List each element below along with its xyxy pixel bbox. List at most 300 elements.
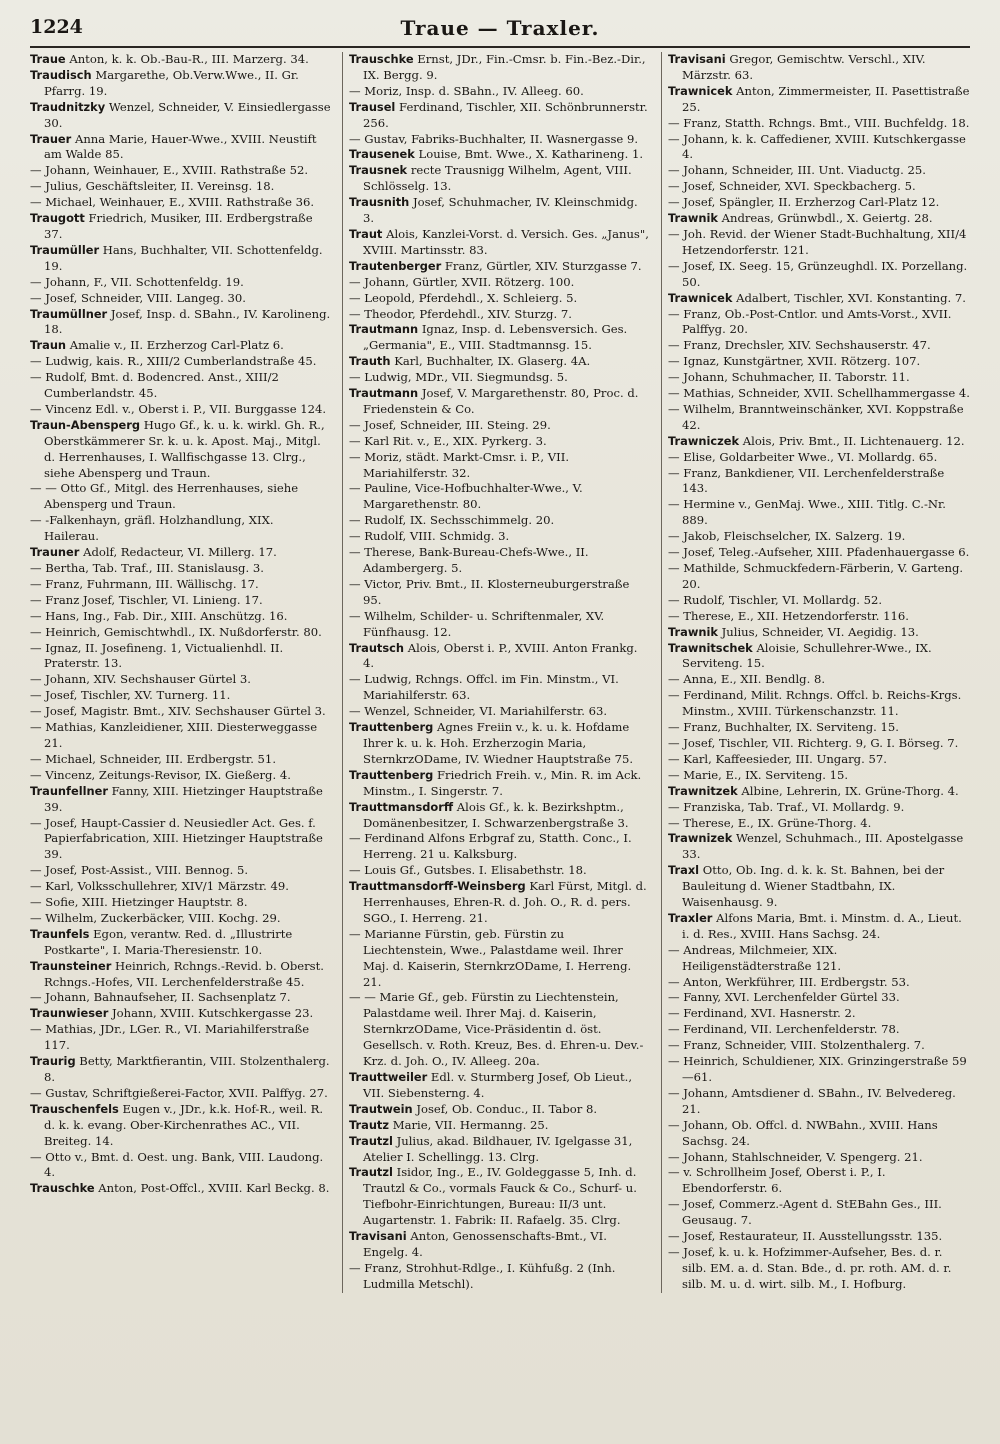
- entry-text: — — Otto Gf., Mitgl. des Herrenhauses, siehe Abensperg und Traun.: [30, 481, 299, 512]
- directory-entry: [668, 227, 970, 259]
- entry-text: — Heinrich, Gemischtwhdl., IX. Nußdorferstr. 80.: [30, 624, 322, 639]
- directory-entry: [349, 1165, 651, 1229]
- entry-text: — Franz Josef, Tischler, VI. Linieng. 17.: [30, 592, 263, 607]
- entry-text: — Marianne Fürstin, geb. Fürstin zu Liechtenstein, Wwe., Palastdame weil. Ihrer Maj. d. Kaiserin, SternkrzODame, I. Herreng. 21.: [349, 926, 632, 989]
- entry-text: Ferdinand, Tischler, XII. Schönbrunnerstr. 256.: [363, 99, 648, 130]
- entry-surname: Trawnizek: [668, 831, 733, 846]
- directory-entry: [30, 275, 332, 291]
- directory-entry: [30, 1006, 332, 1022]
- directory-entry: [30, 609, 332, 625]
- entry-surname: Trauttmansdorff-Weinsberg: [349, 879, 526, 894]
- entry-text: — Mathias, Kanzleidiener, XIII. Diesterweggasse 21.: [30, 720, 318, 750]
- directory-entry: [30, 545, 332, 561]
- directory-entry: [668, 1054, 970, 1086]
- directory-entry: [30, 688, 332, 704]
- directory-entry: [30, 195, 332, 211]
- directory-entry: [349, 386, 651, 418]
- directory-entry: [30, 927, 332, 959]
- entry-text: — Josef, Schneider, III. Steing. 29.: [349, 417, 551, 432]
- entry-text: — Victor, Priv. Bmt., II. Klosterneuburgerstraße 95.: [349, 576, 630, 607]
- directory-entry: [349, 354, 651, 370]
- directory-entry: [349, 831, 651, 863]
- directory-entry: [668, 1118, 970, 1150]
- directory-entry: [349, 195, 651, 227]
- directory-entry: [349, 1070, 651, 1102]
- entry-text: Adalbert, Tischler, XVI. Konstanting. 7.: [736, 290, 966, 305]
- entry-text: — Bertha, Tab. Traf., III. Stanislausg. 3.: [30, 561, 264, 575]
- entry-text: Hugo Gf., k. u. k. wirkl. Gh. R., Oberstkämmerer Sr. k. u. k. Apost. Maj., Mitgl. d. Herrenhauses, I. Wallfischgasse 13. Clrg., siehe Abensperg und Traun.: [44, 417, 325, 480]
- entry-text: — Rudolf, Bmt. d. Bodencred. Anst., XIII/2 Cumberlandstr. 45.: [30, 370, 279, 401]
- directory-entry: [349, 259, 651, 275]
- directory-entry: [668, 132, 970, 164]
- entry-text: Edl. v. Sturmberg Josef, Ob Lieut., VII. Siebensterng. 4.: [363, 1070, 633, 1100]
- entry-text: Gregor, Gemischtw. Verschl., XIV. Märzstr. 63.: [682, 52, 926, 82]
- entry-text: Marie, VII. Hermanng. 25.: [392, 1117, 549, 1132]
- entry-surname: Trausenek: [349, 147, 415, 162]
- directory-entry: [668, 784, 970, 800]
- entry-text: — Anna, E., XII. Bendlg. 8.: [668, 672, 826, 687]
- entry-text: Wenzel, Schuhmach., III. Apostelgasse 33.: [682, 831, 964, 862]
- entry-text: — Ignaz, II. Josefineng. 1, Victualienhdl. II. Praterstr. 13.: [30, 640, 284, 671]
- entry-text: — Josef, Haupt-Cassier d. Neusiedler Act. Ges. f. Papierfabrication, XIII. Hietzinger Hauptstraße 39.: [30, 815, 323, 862]
- entry-text: Egon, verantw. Red. d. „Illustrirte Postkarte", I. Maria-Theresienstr. 10.: [44, 926, 293, 957]
- directory-entry: [30, 625, 332, 641]
- entry-surname: Trausnith: [349, 195, 410, 210]
- entry-text: Friedrich, Musiker, III. Erdbergstraße 37.: [44, 211, 313, 241]
- directory-entry: [668, 816, 970, 832]
- directory-entry: [349, 418, 651, 434]
- directory-entry: [668, 402, 970, 434]
- entry-text: Ernst, JDr., Fin.-Cmsr. b. Fin.-Bez.-Dir., IX. Bergg. 9.: [363, 52, 646, 82]
- entry-text: — Wilhelm, Schilder- u. Schriftenmaler, XV. Fünfhausg. 12.: [349, 608, 605, 639]
- entry-text: Anton, Genossenschafts-Bmt., VI. Engelg. 4.: [363, 1229, 607, 1259]
- entry-text: Margarethe, Ob.Verw.Wwe., II. Gr. Pfarrg. 19.: [44, 67, 299, 98]
- directory-entry: [30, 402, 332, 418]
- entry-surname: Traudnitzky: [30, 99, 106, 114]
- directory-entry: [30, 132, 332, 164]
- directory-entry: [668, 1022, 970, 1038]
- entry-text: — Josef, Tischler, XV. Turnerg. 11.: [30, 688, 231, 703]
- entry-surname: Trawnik: [668, 624, 718, 639]
- directory-entry: [30, 641, 332, 673]
- directory-entry: [30, 1054, 332, 1086]
- entry-text: — Ludwig, kais. R., XIII/2 Cumberlandstraße 45.: [30, 354, 317, 369]
- directory-entry: [668, 466, 970, 498]
- directory-entry: [30, 911, 332, 927]
- directory-entry: [30, 100, 332, 132]
- entry-text: Alois Gf., k. k. Bezirkshptm., Domänenbesitzer, I. Schwarzenbergstraße 3.: [363, 799, 629, 830]
- entry-text: — Therese, E., XII. Hetzendorferstr. 116.: [668, 608, 909, 623]
- entry-text: Josef, Insp. d. SBahn., IV. Karolineng. 18.: [44, 306, 331, 337]
- entry-surname: Trausnek: [349, 163, 408, 178]
- entry-surname: Trautwein: [349, 1101, 413, 1116]
- directory-entry: [349, 545, 651, 577]
- entry-text: — Sofie, XIII. Hietzinger Hauptstr. 8.: [30, 895, 248, 910]
- directory-entry: [668, 1086, 970, 1118]
- directory-entry: [30, 704, 332, 720]
- entry-surname: Traut: [349, 226, 383, 241]
- directory-entry: [668, 179, 970, 195]
- entry-surname: Traugott: [30, 211, 85, 226]
- directory-entry: [30, 481, 332, 513]
- directory-entry: [668, 990, 970, 1006]
- entry-text: Amalie v., II. Erzherzog Carl-Platz 6.: [69, 338, 284, 353]
- directory-entry: [30, 211, 332, 243]
- entry-surname: Travisani: [349, 1229, 407, 1244]
- directory-entry: [30, 720, 332, 752]
- directory-entry: [349, 370, 651, 386]
- entry-text: — Franz, Statth. Rchngs. Bmt., VIII. Buchfeldg. 18.: [668, 115, 970, 130]
- directory-entry: [30, 179, 332, 195]
- entry-text: Fanny, XIII. Hietzinger Hauptstraße 39.: [44, 783, 323, 814]
- entry-text: — Andreas, Milchmeier, XIX. Heiligenstädterstraße 121.: [668, 942, 842, 973]
- directory-entry: [668, 736, 970, 752]
- entry-text: — Franziska, Tab. Traf., VI. Mollardg. 9.: [668, 799, 905, 814]
- entry-text: — Moriz, städt. Markt-Cmsr. i. P., VII. Mariahilferstr. 32.: [349, 449, 570, 480]
- entry-surname: Traxler: [668, 910, 713, 925]
- entry-surname: Trautmann: [349, 322, 419, 337]
- entry-text: — Heinrich, Schuldiener, XIX. Grinzingerstraße 59—61.: [668, 1054, 967, 1084]
- directory-entry: [668, 307, 970, 339]
- entry-text: Agnes Freiin v., k. u. k. Hofdame Ihrer k. u. k. Hoh. Erzherzogin Maria, SternkrzODame, IV. Wiedner Hauptstraße 75.: [363, 720, 634, 766]
- entry-text: — Ferdinand, VII. Lerchenfelderstr. 78.: [668, 1022, 900, 1037]
- entry-surname: Traun: [30, 338, 67, 353]
- directory-entry: [349, 577, 651, 609]
- entry-text: Karl, Buchhalter, IX. Glaserg. 4A.: [394, 354, 591, 369]
- entry-text: — Rudolf, Tischler, VI. Mollardg. 52.: [668, 592, 883, 607]
- entry-text: — — Marie Gf., geb. Fürstin zu Liechtenstein, Palastdame weil. Ihrer Maj. d. Kaiserin, SternkrzODame, Vice-Präsidentin d. öst. Gesellsch. v. Roth. Kreuz, Bes. d. Ehren-u. Dev.-Krz. d. Joh. O., IV. Alleeg. 20a.: [349, 990, 644, 1069]
- entry-surname: Trauttmansdorff: [349, 799, 454, 814]
- directory-entry: [30, 370, 332, 402]
- directory-entry: [30, 1086, 332, 1102]
- entry-text: — Johann, Gürtler, XVII. Rötzerg. 100.: [349, 274, 575, 289]
- entry-text: — Franz, Drechsler, XIV. Sechshauserstr. 47.: [668, 338, 931, 353]
- entry-text: — Josef, Schneider, XVI. Speckbacherg. 5.: [668, 179, 916, 194]
- entry-surname: Traunsteiner: [30, 958, 112, 973]
- directory-entry: [349, 529, 651, 545]
- directory-entry: [30, 752, 332, 768]
- directory-entry: [30, 68, 332, 100]
- directory-entry: [30, 593, 332, 609]
- directory-entry: [349, 434, 651, 450]
- entry-text: — Pauline, Vice-Hofbuchhalter-Wwe., V. Margarethenstr. 80.: [349, 481, 583, 512]
- entry-text: — Johann, Bahnaufseher, II. Sachsenplatz 7.: [30, 990, 291, 1005]
- entry-text: — Mathilde, Schmuckfedern-Färberin, V. Garteng. 20.: [668, 561, 964, 591]
- entry-text: Anton, k. k. Ob.-Bau-R., III. Marzerg. 34.: [69, 52, 309, 66]
- directory-entry: [349, 1261, 651, 1293]
- directory-entry: [349, 704, 651, 720]
- running-head: Traue — Traxler.: [400, 16, 600, 40]
- directory-entry: [30, 561, 332, 577]
- entry-surname: Traue: [30, 52, 66, 66]
- directory-entry: [668, 1197, 970, 1229]
- directory-entry: [30, 1181, 332, 1197]
- directory-entry: [30, 816, 332, 864]
- directory-entry: [668, 561, 970, 593]
- directory-entry: [349, 1102, 651, 1118]
- entry-text: — Anton, Werkführer, III. Erdbergstr. 53.: [668, 974, 910, 989]
- entry-text: — Franz, Bankdiener, VII. Lerchenfelderstraße 143.: [668, 465, 945, 496]
- entry-surname: Trauer: [30, 131, 72, 146]
- directory-entry: [668, 609, 970, 625]
- directory-entry: [668, 672, 970, 688]
- directory-entry: [30, 672, 332, 688]
- entry-text: — Johann, Schuhmacher, II. Taborstr. 11.: [668, 370, 910, 385]
- directory-entry: [30, 163, 332, 179]
- directory-entry: [30, 1150, 332, 1182]
- entry-surname: Trauner: [30, 545, 80, 560]
- entry-surname: Trawnik: [668, 211, 718, 226]
- entry-surname: Trawnitzek: [668, 783, 738, 798]
- entry-text: — Julius, Geschäftsleiter, II. Vereinsg. 18.: [30, 179, 275, 194]
- entry-text: — Therese, E., IX. Grüne-Thorg. 4.: [668, 815, 872, 830]
- directory-entry: [349, 84, 651, 100]
- directory-entry: [349, 275, 651, 291]
- entry-text: Louise, Bmt. Wwe., X. Katharineng. 1.: [418, 147, 644, 162]
- entry-text: — Ferdinand Alfons Erbgraf zu, Statth. Conc., I. Herreng. 21 u. Kalksburg.: [349, 831, 632, 862]
- directory-entry: [668, 211, 970, 227]
- entry-text: — Michael, Weinhauer, E., XVIII. Rathstraße 36.: [30, 195, 315, 210]
- entry-text: Josef, V. Margarethenstr. 80, Proc. d. Friedenstein & Co.: [363, 386, 639, 416]
- entry-text: — Hans, Ing., Fab. Dir., XIII. Anschützg. 16.: [30, 608, 288, 623]
- directory-entry: [349, 163, 651, 195]
- directory-entry: [349, 291, 651, 307]
- entry-text: recte Trausnigg Wilhelm, Agent, VIII. Schlösselg. 13.: [363, 163, 632, 194]
- entry-text: — Karl, Volksschullehrer, XIV/1 Märzstr. 49.: [30, 879, 289, 894]
- columns: [30, 52, 970, 1293]
- entry-text: — Josef, IX. Seeg. 15, Grünzeughdl. IX. Porzellang. 50.: [668, 258, 968, 289]
- directory-entry: [668, 831, 970, 863]
- directory-entry: [30, 291, 332, 307]
- directory-entry: [668, 52, 970, 84]
- entry-surname: Traunfellner: [30, 783, 108, 798]
- entry-text: — Rudolf, IX. Sechsschimmelg. 20.: [349, 513, 555, 528]
- directory-entry: [668, 863, 970, 911]
- entry-text: Karl Fürst, Mitgl. d. Herrenhauses, Ehren-R. d. Joh. O., R. d. pers. SGO., I. Herreng. 21.: [363, 879, 647, 925]
- entry-text: — Johann, k. k. Caffediener, XVIII. Kutschkergasse 4.: [668, 131, 966, 162]
- directory-entry: [668, 641, 970, 673]
- directory-entry: [349, 450, 651, 482]
- entry-text: — Michael, Schneider, III. Erdbergstr. 51.: [30, 751, 276, 766]
- directory-entry: [30, 959, 332, 991]
- entry-text: — Karl Rit. v., E., XIX. Pyrkerg. 3.: [349, 433, 547, 448]
- directory-entry: [30, 577, 332, 593]
- directory-entry: [30, 1102, 332, 1150]
- directory-entry: [668, 943, 970, 975]
- entry-surname: Trausel: [349, 99, 396, 114]
- entry-text: Anna Marie, Hauer-Wwe., XVIII. Neustift am Walde 85.: [44, 131, 317, 162]
- entry-surname: Trautzl: [349, 1133, 393, 1148]
- entry-text: — Theodor, Pferdehdl., XIV. Sturzg. 7.: [349, 306, 572, 321]
- entry-text: Anton, Zimmermeister, II. Pasettistraße 25.: [682, 83, 970, 114]
- entry-text: — Vincenz Edl. v., Oberst i. P., VII. Burggasse 124.: [30, 401, 327, 416]
- directory-entry: [668, 450, 970, 466]
- directory-entry: [668, 354, 970, 370]
- directory-entry: [668, 370, 970, 386]
- directory-entry: [349, 863, 651, 879]
- directory-entry: [349, 720, 651, 768]
- column-2: [342, 52, 651, 1293]
- directory-entry: [30, 513, 332, 545]
- directory-entry: [30, 990, 332, 1006]
- directory-entry: [668, 84, 970, 116]
- entry-text: Otto, Ob. Ing. d. k. k. St. Bahnen, bei der Bauleitung d. Wiener Stadtbahn, IX. Waisenhausg. 9.: [682, 863, 945, 910]
- directory-entry: [349, 100, 651, 132]
- directory-entry: [668, 545, 970, 561]
- entry-surname: Trauth: [349, 354, 391, 369]
- entry-text: — Louis Gf., Gutsbes. I. Elisabethstr. 18.: [349, 863, 587, 878]
- entry-text: — Karl, Kaffeesieder, III. Ungarg. 57.: [668, 751, 887, 766]
- entry-text: Wenzel, Schneider, V. Einsiedlergasse 30.: [44, 99, 331, 130]
- entry-text: Alois, Priv. Bmt., II. Lichtenauerg. 12.: [742, 433, 965, 448]
- entry-text: Isidor, Ing., E., IV. Goldeggasse 5, Inh. d. Trautzl & Co., vormals Fauck & Co., Schurf- u. Tiefbohr-Einrichtungen, Bureau: II/3 unt. Augartenstr. 1. Fabrik: II. Rafaelg. 35. Clrg.: [363, 1165, 637, 1228]
- entry-surname: Traumüllner: [30, 306, 108, 321]
- directory-entry: [30, 863, 332, 879]
- entry-text: — Wilhelm, Zuckerbäcker, VIII. Kochg. 29.: [30, 910, 281, 925]
- entry-text: — Josef, Teleg.-Aufseher, XIII. Pfadenhauergasse 6.: [668, 545, 970, 560]
- entry-surname: Traurig: [30, 1054, 76, 1069]
- directory-entry: [668, 259, 970, 291]
- entry-text: — Mathias, Schneider, XVII. Schellhammergasse 4.: [668, 386, 970, 401]
- entry-text: — Gustav, Fabriks-Buchhalter, II. Wasnergasse 9.: [349, 131, 639, 146]
- directory-entry: [30, 307, 332, 339]
- entry-surname: Traudisch: [30, 67, 92, 82]
- directory-entry: [668, 386, 970, 402]
- entry-surname: Trautenberger: [349, 258, 442, 273]
- entry-text: — Wilhelm, Branntweinschänker, XVI. Koppstraße 42.: [668, 401, 964, 432]
- entry-text: — Joh. Revid. der Wiener Stadt-Buchhaltung, XII/4 Hetzendorferstr. 121.: [668, 226, 967, 257]
- entry-text: — Johann, Stahlschneider, V. Spengerg. 21.: [668, 1149, 923, 1164]
- entry-text: — Johann, F., VII. Schottenfeldg. 19.: [30, 274, 244, 289]
- directory-entry: [668, 975, 970, 991]
- directory-entry: [349, 609, 651, 641]
- entry-text: Alfons Maria, Bmt. i. Minstm. d. A., Lieut. i. d. Res., XVIII. Hans Sachsg. 24.: [682, 910, 962, 941]
- directory-entry: [30, 784, 332, 816]
- directory-entry: [30, 354, 332, 370]
- entry-text: — Rudolf, VIII. Schmidg. 3.: [349, 529, 510, 544]
- entry-text: — Johann, XIV. Sechshauser Gürtel 3.: [30, 672, 251, 687]
- directory-entry: [349, 641, 651, 673]
- entry-surname: Trauschenfels: [30, 1101, 119, 1116]
- entry-text: Albine, Lehrerin, IX. Grüne-Thorg. 4.: [741, 783, 959, 798]
- directory-entry: [30, 243, 332, 275]
- directory-entry: [668, 625, 970, 641]
- entry-surname: Trauschke: [30, 1181, 95, 1196]
- entry-text: Ignaz, Insp. d. Lebensversich. Ges. „Germania", E., VIII. Stadtmannsg. 15.: [363, 322, 628, 353]
- entry-text: — Johann, Ob. Offcl. d. NWBahn., XVIII. Hans Sachsg. 24.: [668, 1117, 938, 1148]
- entry-text: Friedrich Freih. v., Min. R. im Ack. Minstm., I. Singerstr. 7.: [363, 767, 642, 798]
- directory-entry: [668, 1245, 970, 1293]
- entry-surname: Traunwieser: [30, 1006, 109, 1021]
- directory-entry: [349, 481, 651, 513]
- entry-text: Julius, akad. Bildhauer, IV. Igelgasse 31, Atelier I. Schellingg. 13. Clrg.: [363, 1133, 633, 1164]
- directory-entry: [349, 227, 651, 259]
- directory-entry: [668, 752, 970, 768]
- directory-entry: [30, 52, 332, 68]
- page-number: 1224: [30, 16, 83, 38]
- entry-text: — Johann, Schneider, III. Unt. Viaductg. 25.: [668, 163, 926, 178]
- entry-surname: Trautsch: [349, 640, 405, 655]
- entry-text: — Jakob, Fleischselcher, IX. Salzerg. 19.: [668, 529, 906, 544]
- entry-text: Alois, Kanzlei-Vorst. d. Versich. Ges. „Janus", XVIII. Martinsstr. 83.: [363, 226, 649, 257]
- entry-text: — Josef, Spängler, II. Erzherzog Carl-Platz 12.: [668, 195, 940, 210]
- entry-text: Josef, Schuhmacher, IV. Kleinschmidg. 3.: [363, 195, 638, 226]
- entry-text: Heinrich, Rchngs.-Revid. b. Oberst. Rchngs.-Hofes, VII. Lerchenfelderstraße 45.: [44, 958, 324, 989]
- entry-text: Aloisie, Schullehrer-Wwe., IX. Serviteng. 15.: [682, 640, 932, 671]
- entry-surname: Traumüller: [30, 242, 100, 257]
- entry-text: — Ludwig, Rchngs. Offcl. im Fin. Minstm., VI. Mariahilferstr. 63.: [349, 672, 619, 703]
- column-3: [661, 52, 970, 1293]
- directory-entry: [349, 322, 651, 354]
- entry-text: Adolf, Redacteur, VI. Millerg. 17.: [83, 545, 277, 560]
- entry-text: — Ferdinand, XVI. Hasnerstr. 2.: [668, 1006, 856, 1021]
- entry-surname: Trawnitschek: [668, 640, 753, 655]
- entry-surname: Trautmann: [349, 386, 419, 401]
- directory-entry: [668, 195, 970, 211]
- entry-surname: Traunfels: [30, 926, 90, 941]
- entry-text: — -Falkenhayn, gräfl. Holzhandlung, XIX. Hailerau.: [30, 513, 274, 544]
- entry-text: — Vincenz, Zeitungs-Revisor, IX. Gießerg. 4.: [30, 767, 291, 782]
- directory-entry: [349, 879, 651, 927]
- directory-entry: [668, 1229, 970, 1245]
- entry-surname: Trauttenberg: [349, 767, 434, 782]
- entry-text: — Gustav, Schriftgießerei-Factor, XVII. Palffyg. 27.: [30, 1085, 328, 1100]
- entry-text: — Johann, Weinhauer, E., XVIII. Rathstraße 52.: [30, 163, 309, 178]
- directory-entry: [668, 291, 970, 307]
- directory-entry: [668, 529, 970, 545]
- entry-text: — Franz, Fuhrmann, III. Wällischg. 17.: [30, 576, 259, 591]
- entry-surname: Travisani: [668, 52, 726, 66]
- directory-entry: [668, 1165, 970, 1197]
- entry-surname: Traun-Abensperg: [30, 417, 141, 432]
- entry-text: Andreas, Grünwbdl., X. Geiertg. 28.: [721, 211, 933, 226]
- directory-entry: [668, 768, 970, 784]
- entry-text: — Otto v., Bmt. d. Oest. ung. Bank, VIII. Laudong. 4.: [30, 1149, 324, 1180]
- entry-text: — Hermine v., GenMaj. Wwe., XIII. Titlg. C.-Nr. 889.: [668, 497, 946, 528]
- entry-text: — Josef, Restaurateur, II. Ausstellungsstr. 135.: [668, 1229, 943, 1244]
- entry-surname: Trawnicek: [668, 83, 733, 98]
- directory-entry: [30, 1022, 332, 1054]
- directory-entry: [349, 927, 651, 991]
- entry-text: — Therese, Bank-Bureau-Chefs-Wwe., II. Adambergerg. 5.: [349, 545, 589, 575]
- directory-entry: [349, 768, 651, 800]
- directory-entry: [30, 768, 332, 784]
- entry-text: — Franz, Schneider, VIII. Stolzenthalerg. 7.: [668, 1038, 925, 1053]
- entry-surname: Trauschke: [349, 52, 414, 66]
- entry-text: — Mathias, JDr., LGer. R., VI. Mariahilferstraße 117.: [30, 1022, 310, 1053]
- column-1: [30, 52, 332, 1293]
- directory-entry: [349, 990, 651, 1070]
- entry-surname: Traxl: [668, 863, 700, 878]
- entry-text: Alois, Oberst i. P., XVIII. Anton Frankg. 4.: [363, 640, 638, 671]
- directory-entry: [668, 163, 970, 179]
- entry-text: — Ludwig, MDr., VII. Siegmundsg. 5.: [349, 370, 568, 385]
- entry-text: — Josef, Magistr. Bmt., XIV. Sechshauser Gürtel 3.: [30, 704, 326, 719]
- entry-text: — Marie, E., IX. Serviteng. 15.: [668, 767, 849, 782]
- entry-surname: Trauttweiler: [349, 1070, 428, 1084]
- entry-text: — Josef, Schneider, VIII. Langeg. 30.: [30, 290, 246, 305]
- directory-entry: [30, 338, 332, 354]
- entry-text: — Moriz, Insp. d. SBahn., IV. Alleeg. 60.: [349, 83, 584, 98]
- directory-entry: [349, 1134, 651, 1166]
- entry-text: — Josef, Tischler, VII. Richterg. 9, G. I. Börseg. 7.: [668, 735, 959, 750]
- entry-text: — Franz, Buchhalter, IX. Serviteng. 15.: [668, 720, 899, 735]
- entry-text: — Josef, k. u. k. Hofzimmer-Aufseher, Bes. d. r. silb. EM. a. d. Stan. Bde., d. pr. roth. AM. d. r. silb. M. u. d. wirt. silb. M., I. Hofburg.: [668, 1244, 952, 1291]
- entry-text: Josef, Ob. Conduc., II. Tabor 8.: [416, 1101, 598, 1116]
- entry-text: — Josef, Post-Assist., VIII. Bennog. 5.: [30, 863, 249, 878]
- entry-text: — Ferdinand, Milit. Rchngs. Offcl. b. Reichs-Krgs. Minstm., XVIII. Türkenschanzstr. 11.: [668, 688, 962, 719]
- directory-entry: [30, 895, 332, 911]
